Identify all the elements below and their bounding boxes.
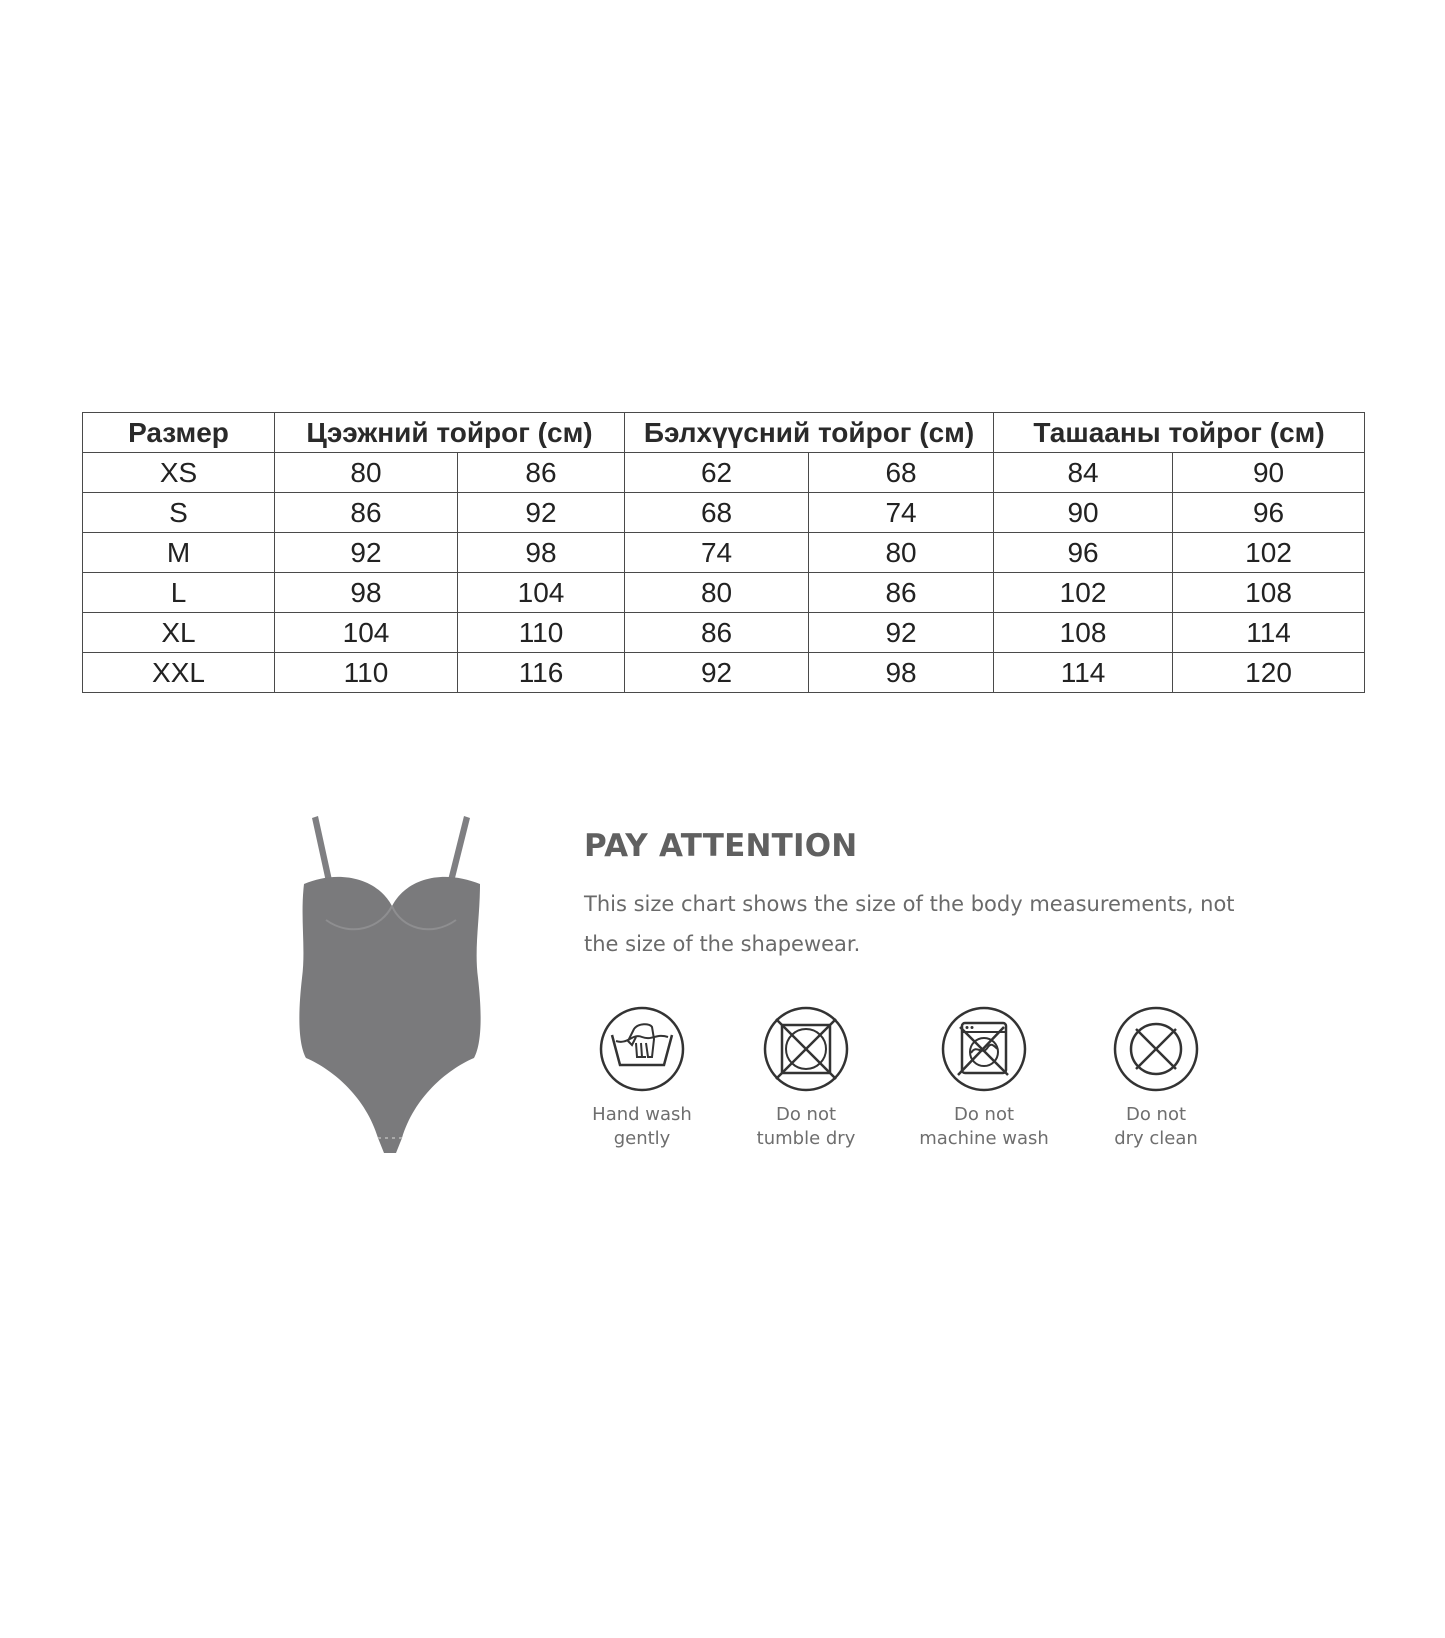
pay-attention-section bbox=[584, 828, 1264, 964]
table-row bbox=[83, 453, 1365, 493]
cell-waist-min: 80 bbox=[625, 573, 809, 613]
care-label-line2: dry clean bbox=[1114, 1128, 1198, 1149]
care-label-line1: Do not bbox=[1125, 1104, 1187, 1125]
cell-waist-min: 68 bbox=[625, 493, 809, 533]
cell-chest-min: 80 bbox=[275, 453, 458, 493]
cell-waist-max: 68 bbox=[809, 453, 994, 493]
cell-waist-min: 92 bbox=[625, 653, 809, 693]
cell-waist-min: 86 bbox=[625, 613, 809, 653]
cell-hip-min: 84 bbox=[994, 453, 1173, 493]
cell-waist-max: 98 bbox=[809, 653, 994, 693]
cell-hip-min: 90 bbox=[994, 493, 1173, 533]
cell-hip-max: 114 bbox=[1173, 613, 1365, 653]
cell-size: XXL bbox=[83, 653, 275, 693]
cell-waist-min: 74 bbox=[625, 533, 809, 573]
care-label-line1: Do not bbox=[953, 1104, 1015, 1125]
bodysuit-image bbox=[296, 808, 486, 1163]
size-chart-table bbox=[82, 412, 1365, 693]
cell-waist-max: 86 bbox=[809, 573, 994, 613]
cell-hip-min: 114 bbox=[994, 653, 1173, 693]
attention-body: This size chart shows the size of the body measurements, not the size of the shapewear. bbox=[584, 892, 1235, 956]
no-dry-clean-icon bbox=[1112, 1005, 1200, 1093]
cell-chest-min: 86 bbox=[275, 493, 458, 533]
header-waist: Бэлхүүсний тойрог (см) bbox=[625, 413, 994, 453]
cell-chest-min: 92 bbox=[275, 533, 458, 573]
cell-waist-max: 92 bbox=[809, 613, 994, 653]
cell-hip-min: 102 bbox=[994, 573, 1173, 613]
table-row bbox=[83, 573, 1365, 613]
table-row bbox=[83, 493, 1365, 533]
cell-chest-max: 110 bbox=[458, 613, 625, 653]
cell-chest-min: 104 bbox=[275, 613, 458, 653]
cell-chest-min: 110 bbox=[275, 653, 458, 693]
cell-hip-max: 96 bbox=[1173, 493, 1365, 533]
care-item-no-machine-wash bbox=[914, 1005, 1054, 1151]
hand-wash-icon bbox=[598, 1005, 686, 1093]
cell-size: S bbox=[83, 493, 275, 533]
care-item-hand-wash bbox=[572, 1005, 712, 1151]
header-size: Размер bbox=[83, 413, 275, 453]
care-label-line2: machine wash bbox=[919, 1128, 1049, 1149]
cell-size: XL bbox=[83, 613, 275, 653]
no-tumble-dry-icon bbox=[762, 1005, 850, 1093]
attention-title: PAY ATTENTION bbox=[584, 828, 858, 864]
cell-hip-max: 90 bbox=[1173, 453, 1365, 493]
cell-chest-max: 116 bbox=[458, 653, 625, 693]
care-item-no-tumble-dry bbox=[736, 1005, 876, 1151]
cell-waist-max: 74 bbox=[809, 493, 994, 533]
table-row bbox=[83, 653, 1365, 693]
table-header-row bbox=[83, 413, 1365, 453]
cell-size: M bbox=[83, 533, 275, 573]
table-row bbox=[83, 533, 1365, 573]
header-hip: Ташааны тойрог (см) bbox=[994, 413, 1365, 453]
care-label-line1: Do not bbox=[775, 1104, 837, 1125]
cell-chest-min: 98 bbox=[275, 573, 458, 613]
table-row bbox=[83, 613, 1365, 653]
cell-size: L bbox=[83, 573, 275, 613]
cell-waist-min: 62 bbox=[625, 453, 809, 493]
cell-waist-max: 80 bbox=[809, 533, 994, 573]
care-item-no-dry-clean bbox=[1086, 1005, 1226, 1151]
cell-hip-max: 120 bbox=[1173, 653, 1365, 693]
header-chest: Цээжний тойрог (см) bbox=[275, 413, 625, 453]
no-machine-wash-icon bbox=[940, 1005, 1028, 1093]
cell-size: XS bbox=[83, 453, 275, 493]
care-label-line1: Hand wash bbox=[592, 1104, 692, 1125]
care-label-line2: tumble dry bbox=[756, 1128, 856, 1149]
cell-chest-max: 104 bbox=[458, 573, 625, 613]
cell-hip-max: 102 bbox=[1173, 533, 1365, 573]
care-label-line2: gently bbox=[613, 1128, 671, 1149]
cell-chest-max: 92 bbox=[458, 493, 625, 533]
cell-hip-min: 108 bbox=[994, 613, 1173, 653]
cell-hip-min: 96 bbox=[994, 533, 1173, 573]
cell-chest-max: 86 bbox=[458, 453, 625, 493]
cell-hip-max: 108 bbox=[1173, 573, 1365, 613]
cell-chest-max: 98 bbox=[458, 533, 625, 573]
bodysuit-illustration bbox=[296, 808, 486, 1158]
